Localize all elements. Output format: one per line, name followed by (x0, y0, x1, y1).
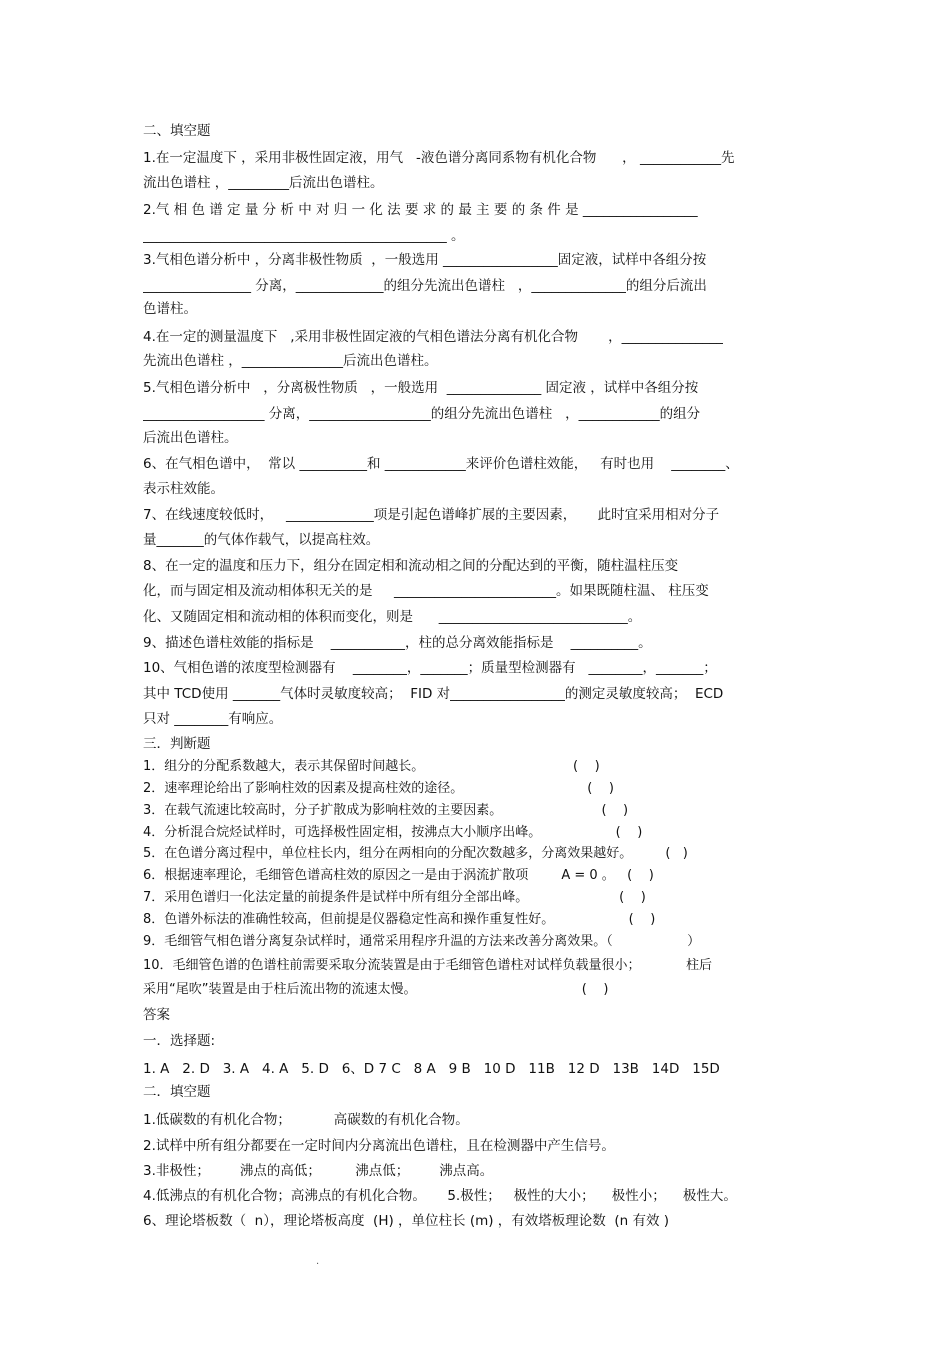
fill-line: 4.在一定的测量温度下 ,采用非极性固定液的气相色谱法分离有机化合物 ，_______________ (143, 329, 723, 345)
fill-line: 5.气相色谱分析中 ，分离极性物质 ，一般选用 ______________ 固定液 ，试样中各组分按 (143, 380, 699, 396)
fill-line: 表示柱效能。 (143, 481, 224, 497)
judge-line: 4．分析混合烷烃试样时，可选择极性固定相，按沸点大小顺序出峰。 ( ) (143, 825, 643, 840)
answers-fill-heading: 二．填空题 (143, 1084, 211, 1100)
judge-line: 6．根据速率理论，毛细管色谱高柱效的原因之一是由于涡流扩散项 A = 0 。 ( ) (143, 868, 654, 883)
fill-line: 化，而与固定相及流动相体积无关的是 ________________________。如果既随柱温、 柱压变 (143, 583, 709, 599)
fill-line: 3.气相色谱分析中 ，分离非极性物质 ，一般选用 _________________固定液，试样中各组分按 (143, 252, 707, 268)
judge-line: 1．组分的分配系数越大，表示其保留时间越长。 ( ) (143, 759, 600, 774)
answers-choice-heading: 一．选择题: (143, 1033, 216, 1049)
fill-line: 只对 ________有响应。 (143, 711, 283, 727)
fill-line: 6、在气相色谱中， 常以 __________和 ____________来评价色谱柱效能， 有时也用 ________、 (143, 456, 739, 472)
answers-fill-line: 2.试样中所有组分都要在一定时间内分离流出色谱柱，且在检测器中产生信号。 (143, 1138, 615, 1154)
judge-line: 2．速率理论给出了影响柱效的因素及提高柱效的途径。 ( ) (143, 781, 614, 796)
fill-line: 后流出色谱柱。 (143, 430, 238, 446)
fill-line: 8、在一定的温度和压力下，组分在固定相和流动相之间的分配达到的平衡，随柱温柱压变 (143, 558, 679, 574)
fill-line: ________________ 分离，_____________的组分先流出色谱柱 ，______________的组分后流出 (143, 278, 707, 294)
fill-line: 9、描述色谱柱效能的指标是 ___________，柱的总分离效能指标是 __________。 (143, 635, 652, 651)
fill-line: 量_______的气体作载气，以提高柱效。 (143, 532, 380, 548)
fill-line: 色谱柱。 (143, 301, 197, 317)
footer-mark: . (316, 1256, 320, 1267)
fill-line: 10、气相色谱的浓度型检测器有 ________，_______；质量型检测器有 ________，_______； (143, 660, 717, 676)
judge-line: 采用“尾吹”装置是由于柱后流出物的流速太慢。 ( ) (143, 982, 609, 997)
fill-line: 2.气 相 色 谱 定 量 分 析 中 对 归 一 化 法 要 求 的 最 主 要 的 条 件 是 _________________ (143, 202, 698, 218)
fill-line: 1.在一定温度下 ，采用非极性固定液，用气 -液色谱分离同系物有机化合物 ， ____________先 (143, 150, 735, 166)
fill-line: _____________________________________________ 。 (143, 228, 465, 244)
answers-fill-line: 1.低碳数的有机化合物； 高碳数的有机化合物。 (143, 1112, 469, 1128)
judge-line: 5．在色谱分离过程中，单位柱长内，组分在两相向的分配次数越多，分离效果越好。 ( ) (143, 846, 688, 861)
fill-line: 先流出色谱柱 ，_______________后流出色谱柱。 (143, 353, 438, 369)
judge-section-heading: 三．判断题 (143, 736, 211, 752)
fill-line: 7、在线速度较低时， _____________项是引起色谱峰扩展的主要因素， 此时宜采用相对分子 (143, 507, 720, 523)
answers-fill-line: 3.非极性； 沸点的高低； 沸点低； 沸点高。 (143, 1163, 494, 1179)
answers-choice-line: 1. A 2. D 3. A 4. A 5. D 6、D 7 C 8 A 9 B 10 D 11B 12 D 13B 14D 15D (143, 1061, 720, 1077)
answers-heading: 答案 (143, 1007, 170, 1023)
fill-line: 流出色谱柱 ，_________后流出色谱柱。 (143, 175, 384, 191)
fill-line: 其中 TCD使用 _______气体时灵敏度较高； FID 对_________________的测定灵敏度较高； ECD (143, 686, 724, 702)
judge-line: 8．色谱外标法的准确性较高，但前提是仪器稳定性高和操作重复性好。 ( ) (143, 912, 656, 927)
fill-line: __________________ 分离，__________________的组分先流出色谱柱 ，____________的组分 (143, 406, 701, 422)
judge-line: 10．毛细管色谱的色谱柱前需要采取分流装置是由于毛细管色谱柱对试样负载量很小； 柱后 (143, 958, 712, 973)
judge-line: 9．毛细管气相色谱分离复杂试样时，通常采用程序升温的方法来改善分离效果。（ ） (143, 934, 701, 949)
judge-line: 7．采用色谱归一化法定量的前提条件是试样中所有组分全部出峰。 ( ) (143, 890, 646, 905)
answers-fill-line: 6、理论塔板数（ n），理论塔板高度 (H) ，单位柱长 (m) ，有效塔板理论数 (n 有效 ) (143, 1213, 670, 1229)
fill-section-heading: 二、填空题 (143, 123, 211, 139)
fill-line: 化、又随固定相和流动相的体积而变化，则是 ____________________________。 (143, 609, 642, 625)
judge-line: 3．在载气流速比较高时，分子扩散成为影响柱效的主要因素。 ( ) (143, 803, 629, 818)
answers-fill-line: 4.低沸点的有机化合物；高沸点的有机化合物。 5.极性； 极性的大小； 极性小； 极性大。 (143, 1188, 737, 1204)
